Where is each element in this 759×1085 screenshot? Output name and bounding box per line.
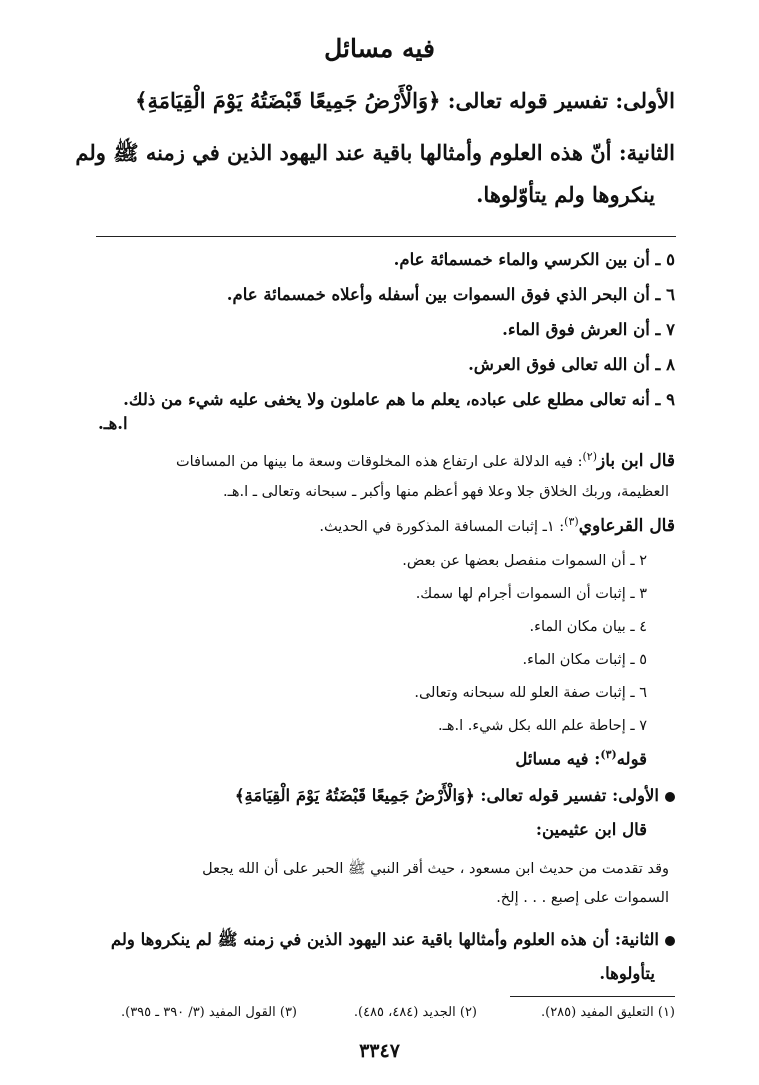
second-issue-label: الثانية: [614, 930, 659, 949]
list-item: ٩ ـ أنه تعالى مطلع على عباده، يعلم ما هم عاملون ولا يخفى عليه شيء من ذلك. [123, 390, 675, 409]
footnote-3: (٣) القول المفيد (٣/ ٣٩٠ ـ ٣٩٥). [120, 1005, 297, 1020]
qarawi-item: ٤ ـ بيان مكان الماء. [529, 619, 647, 635]
list-item: ٧ ـ أن العرش فوق الماء. [502, 320, 675, 339]
qarawi-intro [319, 515, 675, 536]
first-issue [235, 786, 675, 805]
qawluhu-label: قوله [616, 749, 647, 769]
ibn-baz-label: قال ابن باز [596, 450, 675, 471]
second-issue-line1 [111, 930, 675, 954]
list-item: ٥ ـ أن بين الكرسي والماء خمسمائة عام. [393, 250, 675, 269]
footnote-1: (١) التعليق المفيد (٢٨٥). [540, 1005, 675, 1020]
qarawi-item: ٥ ـ إثبات مكان الماء. [522, 652, 647, 668]
top-issue-first-label: الأولى: [615, 88, 675, 113]
list-item: ٨ ـ أن الله تعالى فوق العرش. [468, 355, 675, 374]
qarawi-intro-text: : ١ـ إثبات المسافة المذكورة في الحديث. [319, 518, 565, 535]
footnote-divider [510, 996, 675, 997]
qawluhu-heading [515, 748, 647, 769]
list-item: ٦ ـ أن البحر الذي فوق السموات بين أسفله وأعلاه خمسمائة عام. [226, 285, 675, 304]
page-title: فيه مسائل [324, 34, 435, 63]
qarawi-item: ٦ ـ إثبات صفة العلو لله سبحانه وتعالى. [414, 685, 647, 701]
top-issue-second-text: أنّ هذه العلوم وأمثالها باقية عند اليهود الذين في زمنه ﷺ ولم [75, 140, 612, 165]
top-issue-second-label: الثانية: [618, 140, 675, 165]
footnote-2: (٢) الجديد (٤٨٤، ٤٨٥). [353, 1005, 477, 1020]
second-issue-line2: يتأولوها. [599, 964, 655, 983]
footnote-mark: (٢) [582, 450, 597, 463]
qawluhu-text: : فيه مسائل [515, 749, 601, 769]
qarawi-item: ٣ ـ إثبات أن السموات أجرام لها سمك. [415, 586, 647, 602]
footnote-mark: (٣) [564, 515, 579, 528]
second-issue-text: أن هذه العلوم وأمثالها باقية عند اليهود الذين في زمنه ﷺ لم ينكروها ولم [110, 930, 610, 949]
uthaymin-heading: قال ابن عثيمين: [535, 820, 647, 839]
qarawi-item: ٧ ـ إحاطة علم الله بكل شيء. ا.هـ. [438, 718, 647, 734]
bullet-icon [665, 792, 675, 802]
ibn-baz-line2: العظيمة، وربك الخلاق جلا وعلا فهو أعظم منها وأكبر ـ سبحانه وتعالى ـ ا.هـ. [223, 484, 669, 500]
bullet-icon [665, 936, 675, 946]
top-issue-first [135, 88, 675, 113]
first-issue-label: الأولى: [612, 786, 659, 805]
top-issue-second-line2: ينكروها ولم يتأوّلوها. [476, 182, 655, 207]
section-divider [96, 236, 676, 237]
page-number: ٣٣٤٧ [359, 1040, 400, 1062]
list-end-mark: ا.هـ. [98, 414, 128, 433]
qarawi-label: قال القرعاوي [578, 515, 675, 536]
footnote-mark: (٣) [600, 748, 617, 761]
uthaymin-line1: وقد تقدمت من حديث ابن مسعود ، حيث أقر النبي ﷺ الحبر على أن الله يجعل [202, 861, 669, 877]
top-issue-second-line1 [75, 140, 675, 171]
uthaymin-line2: السموات على إصبع . . . إلخ. [496, 890, 669, 906]
ibn-baz-text: : فيه الدلالة على ارتفاع هذه المخلوقات وسعة ما بينها من المسافات [175, 453, 583, 470]
top-issue-first-text: تفسير قوله تعالى: ﴿وَالْأَرْضُ جَمِيعًا قَبْضَتُهُ يَوْمَ الْقِيَامَةِ﴾ [135, 88, 609, 113]
ibn-baz-line1 [176, 450, 675, 471]
qarawi-item: ٢ ـ أن السموات منفصل بعضها عن بعض. [402, 553, 647, 569]
first-issue-text: تفسير قوله تعالى: ﴿وَالْأَرْضُ جَمِيعًا قَبْضَتُهُ يَوْمَ الْقِيَامَةِ﴾ [234, 786, 607, 805]
